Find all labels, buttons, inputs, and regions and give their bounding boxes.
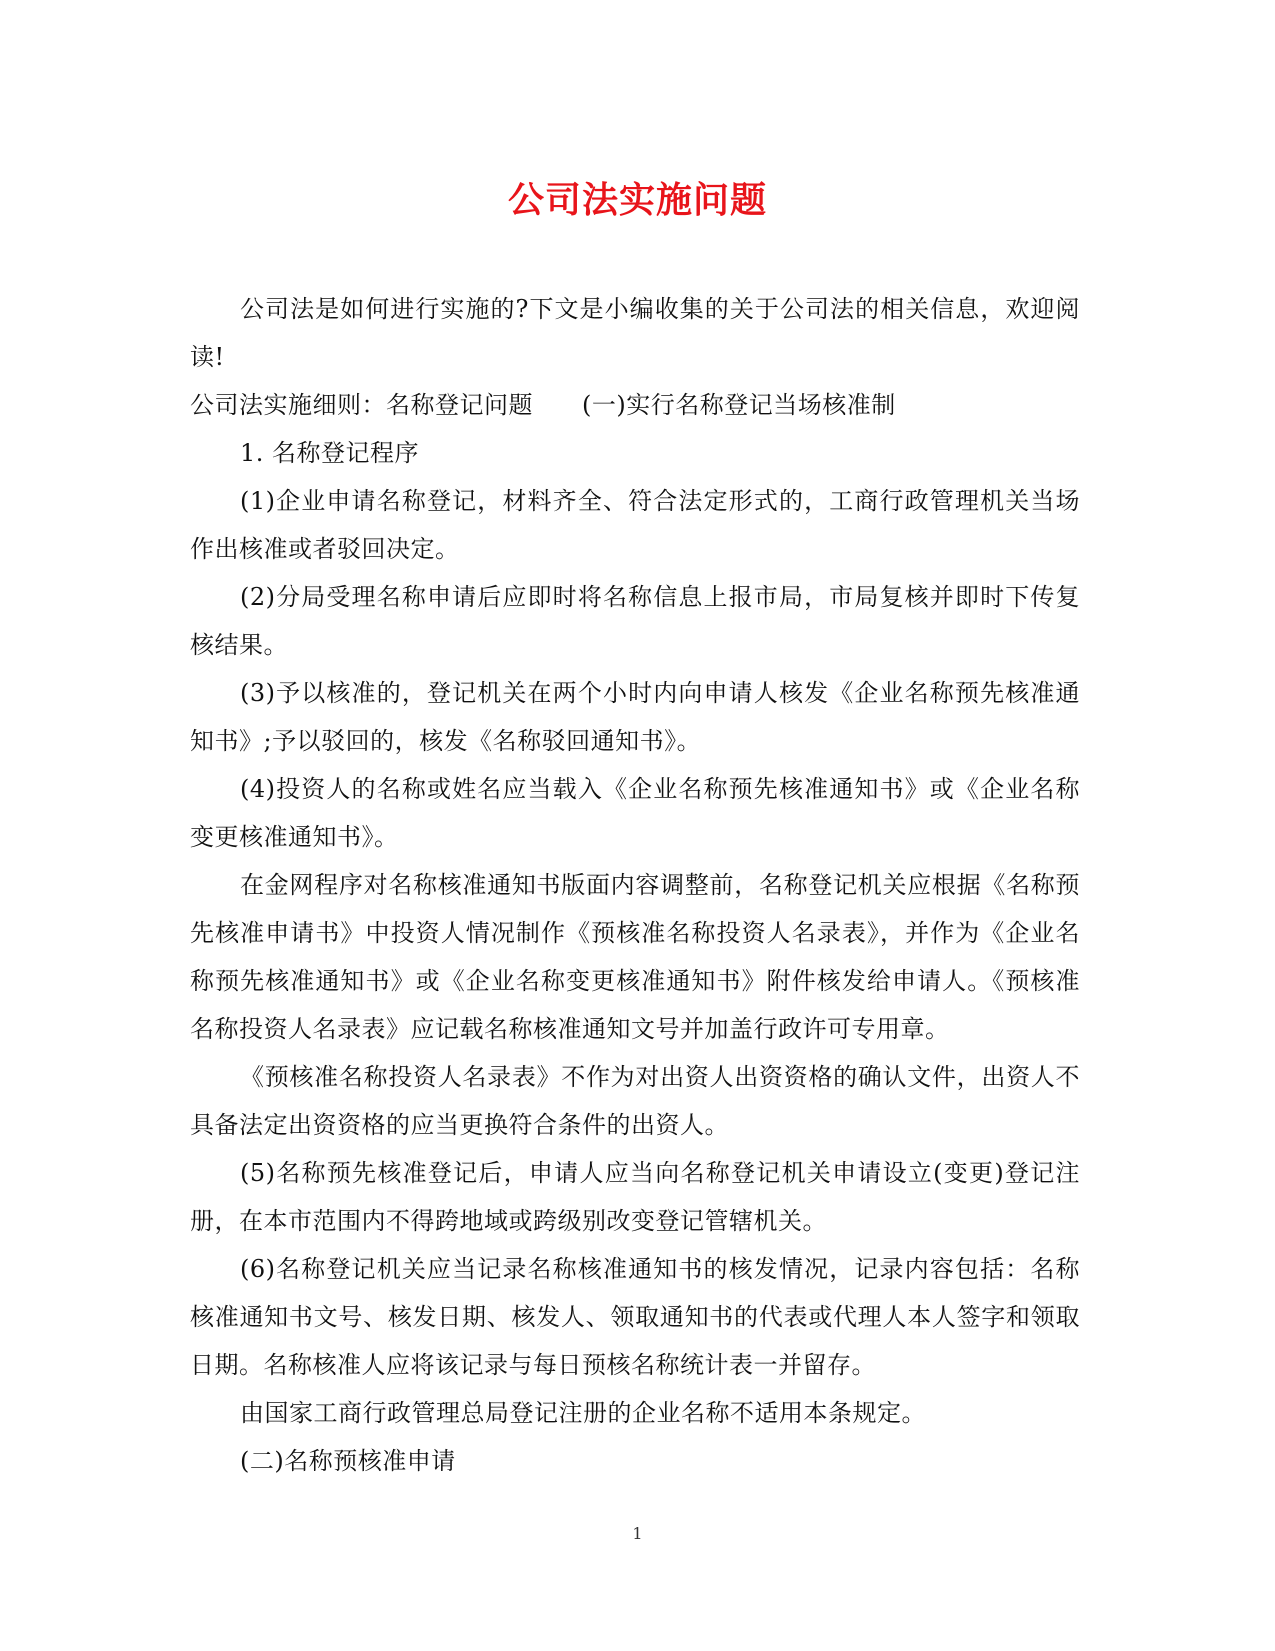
document-body	[190, 285, 1080, 1485]
paragraph-item-3: (3)予以核准的，登记机关在两个小时内向申请人核发《企业名称预先核准通知书》;予以驳回的，核发《名称驳回通知书》。	[190, 679, 1080, 755]
paragraph-note-1: 在金网程序对名称核准通知书版面内容调整前，名称登记机关应根据《名称预先核准申请书》中投资人情况制作《预核准名称投资人名录表》，并作为《企业名称预先核准通知书》或《企业名称变更核准通知书》附件核发给申请人。《预核准名称投资人名录表》应记载名称核准通知文号并加盖行政许可专用章。	[190, 871, 1080, 1043]
paragraph-section-heading: 公司法实施细则：名称登记问题 (一)实行名称登记当场核准制	[190, 391, 896, 419]
paragraph-intro: 公司法是如何进行实施的?下文是小编收集的关于公司法的相关信息，欢迎阅读!	[190, 295, 1080, 371]
paragraph-section-2-heading: (二)名称预核准申请	[240, 1447, 456, 1475]
paragraph-subheading: 1. 名称登记程序	[240, 439, 420, 467]
paragraph-item-1: (1)企业申请名称登记，材料齐全、符合法定形式的，工商行政管理机关当场作出核准或者驳回决定。	[190, 487, 1080, 563]
paragraph-item-6: (6)名称登记机关应当记录名称核准通知书的核发情况，记录内容包括：名称核准通知书文号、核发日期、核发人、领取通知书的代表或代理人本人签字和领取日期。名称核准人应将该记录与每日预核名称统计表一并留存。	[190, 1255, 1080, 1379]
paragraph-note-2: 《预核准名称投资人名录表》不作为对出资人出资资格的确认文件，出资人不具备法定出资资格的应当更换符合条件的出资人。	[190, 1063, 1080, 1139]
paragraph-item-5: (5)名称预先核准登记后，申请人应当向名称登记机关申请设立(变更)登记注册，在本市范围内不得跨地域或跨级别改变登记管辖机关。	[190, 1159, 1080, 1235]
document-title: 公司法实施问题	[507, 179, 767, 221]
paragraph-item-4: (4)投资人的名称或姓名应当载入《企业名称预先核准通知书》或《企业名称变更核准通知书》。	[190, 775, 1080, 851]
paragraph-item-2: (2)分局受理名称申请后应即时将名称信息上报市局，市局复核并即时下传复核结果。	[190, 583, 1080, 659]
page-number: 1	[632, 1524, 643, 1543]
paragraph-exception: 由国家工商行政管理总局登记注册的企业名称不适用本条规定。	[240, 1399, 926, 1427]
